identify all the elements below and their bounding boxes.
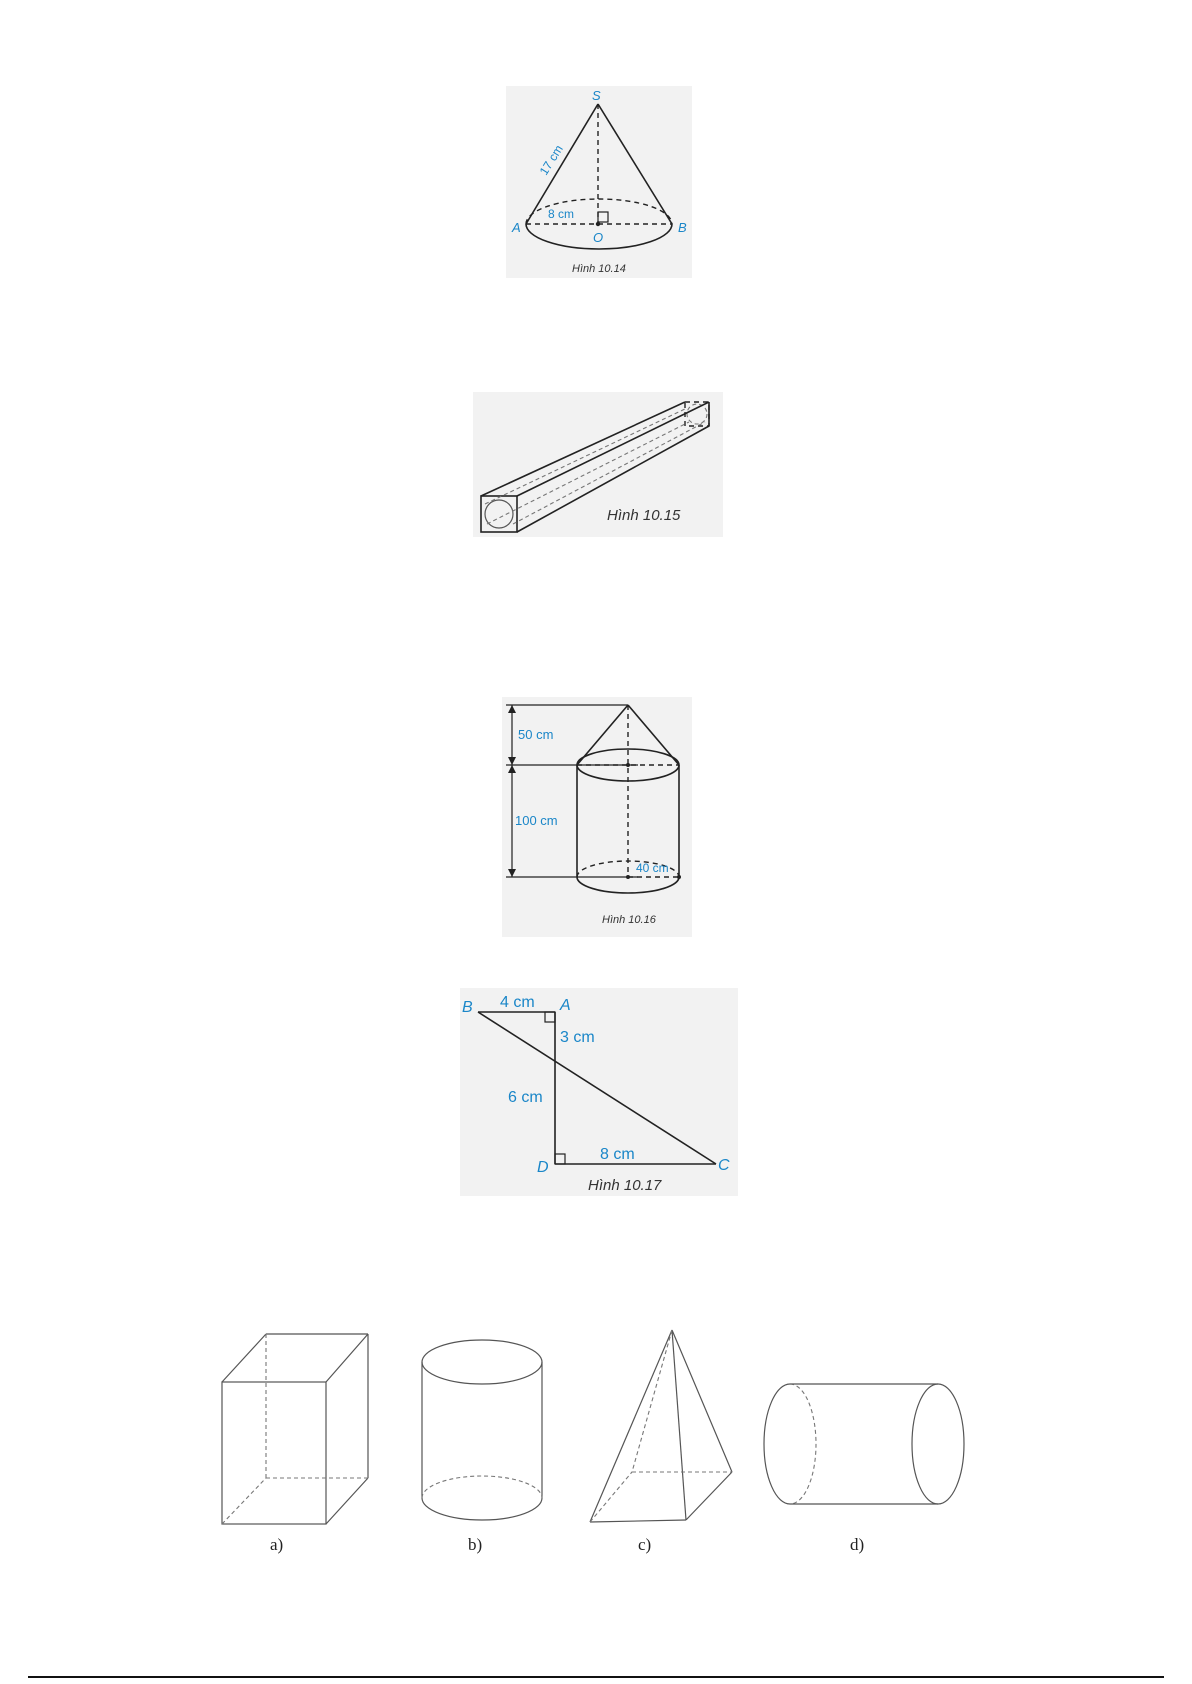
label-c: C (718, 1157, 730, 1174)
figure-10-14-cone (506, 86, 692, 278)
pyramid-solid (590, 1330, 732, 1522)
label-b: B (678, 220, 687, 235)
label-ad: 6 cm (508, 1089, 543, 1106)
page-bottom-rule (28, 1676, 1164, 1678)
caption-10-15: Hình 10.15 (607, 507, 681, 524)
label-d: D (537, 1159, 549, 1176)
solids-diagram (200, 1320, 980, 1555)
caption-10-17: Hình 10.17 (588, 1177, 662, 1194)
label-radius: 8 cm (548, 207, 575, 221)
label-solid-c: c) (638, 1535, 652, 1554)
horizontal-cylinder-solid (764, 1384, 964, 1504)
cylinder-cone-diagram (502, 697, 692, 937)
cone-diagram (506, 86, 692, 278)
label-dc: 8 cm (600, 1146, 635, 1163)
label-a3: 3 cm (560, 1029, 595, 1046)
figure-10-15-prism (473, 392, 723, 537)
figure-10-16-cylinder-cone (502, 697, 692, 937)
label-solid-d: d) (850, 1535, 865, 1554)
triangles-diagram (460, 988, 738, 1196)
solids-row (200, 1320, 980, 1555)
box-solid (222, 1334, 368, 1524)
figure-10-17-triangles (460, 988, 738, 1196)
label-ab: 4 cm (500, 994, 535, 1011)
label-s: S (592, 88, 601, 103)
upright-cylinder-solid (422, 1340, 542, 1520)
caption-10-14: Hình 10.14 (572, 263, 626, 275)
label-cylinder-height: 100 cm (515, 813, 558, 828)
label-b: B (462, 999, 473, 1016)
label-radius: 40 cm (636, 861, 669, 875)
label-solid-a: a) (270, 1535, 284, 1554)
label-a: A (512, 220, 521, 235)
label-solid-b: b) (468, 1535, 483, 1554)
label-a: A (560, 997, 571, 1014)
label-cone-height: 50 cm (518, 727, 554, 742)
caption-10-16: Hình 10.16 (602, 914, 656, 926)
label-o: O (593, 230, 604, 245)
label-slant: 17 cm (536, 142, 566, 178)
prism-diagram (473, 392, 723, 537)
